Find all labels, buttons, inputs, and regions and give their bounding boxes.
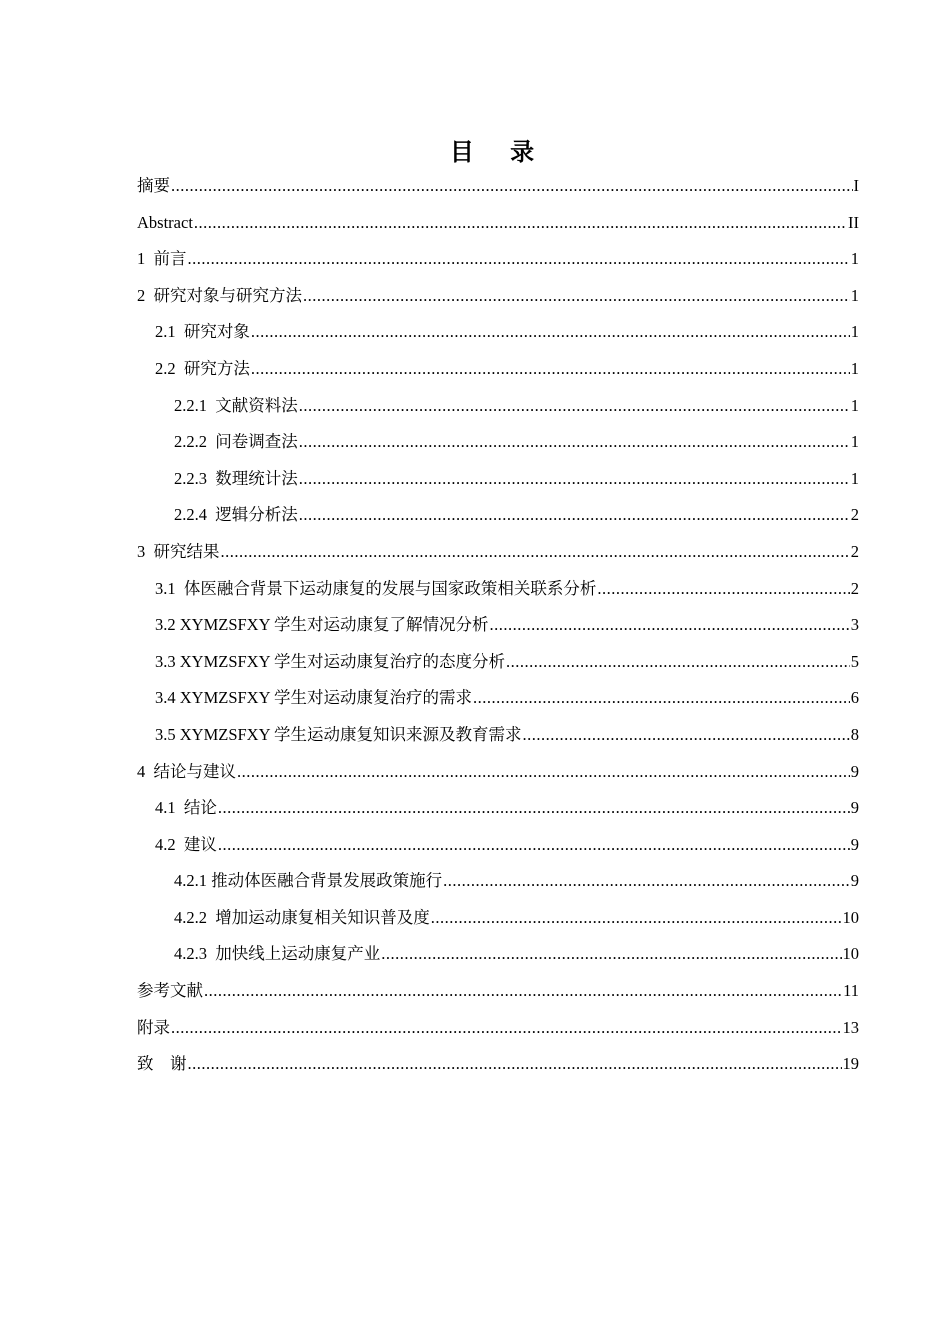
toc-entry-label: 4.2 建议 [155,834,217,854]
toc-entry[interactable] [137,501,859,538]
dot-leader [299,501,850,529]
toc-entry-label: 1 前言 [137,249,187,269]
toc-entry-page-number: 9 [850,798,859,818]
toc-entry-page-number: 1 [850,395,859,415]
toc-entry[interactable] [137,428,859,465]
toc-entry-page-number: I [853,176,859,195]
dot-leader [171,172,853,200]
toc-entry-page-number: 10 [842,944,859,964]
toc-entry-label: 2.2 研究方法 [155,358,250,378]
toc-entry-page-number: 8 [850,724,859,744]
dot-leader [523,721,850,749]
toc-entry[interactable] [137,904,859,941]
toc-entry[interactable] [137,282,859,319]
toc-entry-page-number: 10 [842,907,859,927]
toc-entry-label: 4 结论与建议 [137,761,236,781]
toc-entry-label: 摘要 [137,176,170,195]
toc-entry-page-number: 13 [842,1017,859,1037]
dot-leader [188,1050,842,1078]
toc-entry[interactable] [137,977,859,1014]
toc-entry-page-number: 1 [850,285,859,305]
toc-entry-label: 3 研究结果 [137,541,220,561]
dot-leader [443,867,850,895]
toc-entry[interactable] [137,318,859,355]
toc-entry[interactable] [137,684,859,721]
toc-entry[interactable] [137,538,859,575]
dot-leader [303,282,850,310]
toc-entry-label: 3.4 XYMZSFXY 学生对运动康复治疗的需求 [155,688,473,708]
toc-entry-label: 2.2.3 数理统计法 [174,468,298,488]
dot-leader [299,392,850,420]
dot-leader [381,940,841,968]
toc-entry[interactable] [137,465,859,502]
dot-leader [188,245,850,273]
toc-entry[interactable] [137,245,859,282]
toc-title: 目 录 [449,138,549,166]
toc-entry-page-number: 1 [850,322,859,342]
dot-leader [171,1014,842,1042]
toc-entry-page-number: 2 [850,541,859,561]
toc-entry-page-number: 3 [850,615,859,635]
dot-leader [299,465,850,493]
toc-entry[interactable] [137,575,859,612]
toc-entry[interactable] [137,794,859,831]
toc-entry-label: 3.1 体医融合背景下运动康复的发展与国家政策相关联系分析 [155,578,597,598]
toc-entry-page-number: 5 [850,651,859,671]
dot-leader [237,758,850,786]
toc-entry-page-number: 2 [850,578,859,598]
dot-leader [431,904,842,932]
toc-entry[interactable] [137,611,859,648]
toc-entry[interactable] [137,721,859,758]
toc-entry-label: Abstract [137,212,193,232]
toc-entry-label: 4.2.2 增加运动康复相关知识普及度 [174,907,430,927]
table-of-contents [137,172,859,1087]
toc-entry-page-number: 1 [850,249,859,269]
dot-leader [506,648,850,676]
toc-entry-page-number: 9 [850,761,859,781]
toc-entry-page-number: 9 [850,834,859,854]
toc-entry-label: 4.2.3 加快线上运动康复产业 [174,944,381,964]
dot-leader [218,831,850,859]
toc-entry-label: 4.1 结论 [155,798,217,818]
toc-entry-page-number: 11 [843,981,859,1001]
dot-leader [251,355,850,383]
toc-entry[interactable] [137,940,859,977]
toc-entry-label: 2.2.2 问卷调查法 [174,432,298,452]
dot-leader [221,538,850,566]
toc-entry-label: 3.5 XYMZSFXY 学生运动康复知识来源及教育需求 [155,724,522,744]
dot-leader [251,318,850,346]
toc-entry-page-number: 1 [850,468,859,488]
toc-entry[interactable] [137,1050,859,1087]
toc-entry-label: 致 谢 [137,1054,187,1074]
toc-entry[interactable] [137,392,859,429]
dot-leader [490,611,850,639]
toc-entry[interactable] [137,355,859,392]
toc-entry-label: 2.1 研究对象 [155,322,250,342]
toc-entry-page-number: II [848,212,859,232]
toc-entry[interactable] [137,867,859,904]
toc-entry-label: 参考文献 [137,981,203,1001]
toc-entry[interactable] [137,831,859,868]
dot-leader [597,575,849,603]
toc-entry[interactable] [137,648,859,685]
toc-entry-label: 3.3 XYMZSFXY 学生对运动康复治疗的态度分析 [155,651,506,671]
toc-entry[interactable] [137,172,859,209]
toc-entry-page-number: 1 [850,358,859,378]
toc-entry[interactable] [137,209,859,246]
toc-entry-label: 2.2.1 文献资料法 [174,395,298,415]
toc-entry[interactable] [137,758,859,795]
toc-entry-label: 4.2.1 推动体医融合背景发展政策施行 [174,871,443,891]
toc-entry-label: 2 研究对象与研究方法 [137,285,302,305]
toc-entry-page-number: 2 [850,505,859,525]
dot-leader [299,428,850,456]
toc-entry-label: 附录 [137,1017,170,1037]
dot-leader [204,977,842,1005]
dot-leader [473,684,850,712]
toc-entry-page-number: 9 [850,871,859,891]
toc-entry-label: 2.2.4 逻辑分析法 [174,505,298,525]
dot-leader [194,209,847,237]
toc-entry-label: 3.2 XYMZSFXY 学生对运动康复了解情况分析 [155,615,489,635]
toc-entry-page-number: 1 [850,432,859,452]
dot-leader [218,794,850,822]
toc-entry-page-number: 19 [842,1054,859,1074]
toc-entry-page-number: 6 [850,688,859,708]
toc-entry[interactable] [137,1014,859,1051]
